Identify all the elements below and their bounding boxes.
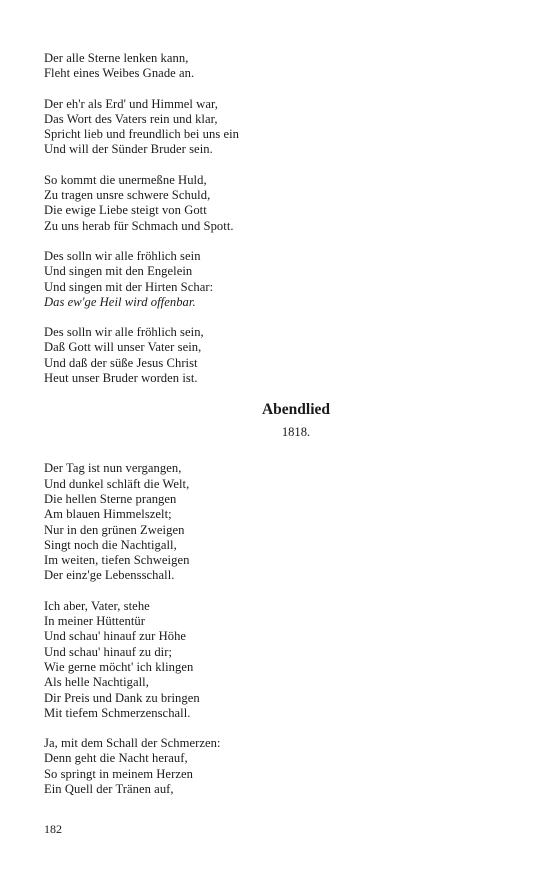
poem-title: Abendlied <box>261 401 331 419</box>
stanza <box>44 249 504 310</box>
verse-line: Die hellen Sterne prangen <box>44 491 177 506</box>
poem-abendlied <box>44 461 504 797</box>
stanza <box>44 325 504 386</box>
verse-line: Wie gerne möcht' ich klingen <box>44 659 194 674</box>
verse-line: Zu tragen unsre schwere Schuld, <box>44 188 211 203</box>
verse-line: Fleht eines Weibes Gnade an. <box>44 66 195 81</box>
verse-line: Dir Preis und Dank zu bringen <box>44 690 200 705</box>
verse-line: Denn geht die Nacht herauf, <box>44 751 188 766</box>
verse-line: Und schau' hinauf zur Höhe <box>44 629 187 644</box>
verse-line: In meiner Hüttentür <box>44 614 145 629</box>
verse-line: Im weiten, tiefen Schweigen <box>44 553 190 568</box>
stanza <box>44 736 504 797</box>
page-number: 182 <box>44 822 62 836</box>
verse-line: Singt noch die Nachtigall, <box>44 537 177 552</box>
stanza <box>44 51 504 82</box>
stanza <box>44 461 504 583</box>
verse-line: Ich aber, Vater, stehe <box>44 598 150 613</box>
verse-line: Und daß der süße Jesus Christ <box>44 355 198 370</box>
verse-line: Die ewige Liebe steigt von Gott <box>44 203 207 218</box>
verse-line: Als helle Nachtigall, <box>44 675 149 690</box>
verse-line: Und singen mit den Engelein <box>44 264 193 279</box>
poem-date: 1818. <box>281 425 311 440</box>
verse-line: Der alle Sterne lenken kann, <box>44 51 189 65</box>
verse-line: Nur in den grünen Zweigen <box>44 522 185 537</box>
verse-line: Der Tag ist nun vergangen, <box>44 461 182 476</box>
verse-line: Des solln wir alle fröhlich sein <box>44 248 201 263</box>
verse-line: Daß Gott will unser Vater sein, <box>44 340 202 355</box>
verse-line: Und will der Sünder Bruder sein. <box>44 142 213 157</box>
stanza <box>44 599 504 721</box>
verse-line: Der eh'r als Erd' und Himmel war, <box>44 96 218 111</box>
verse-line: So kommt die unermeßne Huld, <box>44 172 207 187</box>
verse-line: Am blauen Himmelszelt; <box>44 507 172 522</box>
verse-line: Ja, mit dem Schall der Schmerzen: <box>44 736 221 751</box>
verse-line: Und schau' hinauf zu dir; <box>44 644 173 659</box>
verse-line: Heut unser Bruder worden ist. <box>44 371 198 386</box>
page-content <box>44 51 504 812</box>
stanza <box>44 173 504 234</box>
verse-line-italic: Das ew'ge Heil wird offenbar. <box>44 294 196 309</box>
verse-line: Zu uns herab für Schmach und Spott. <box>44 218 234 233</box>
verse-line: Ein Quell der Tränen auf, <box>44 781 174 796</box>
verse-line: Mit tiefem Schmerzenschall. <box>44 705 191 720</box>
verse-line: Das Wort des Vaters rein und klar, <box>44 111 218 126</box>
verse-line: Der einz'ge Lebensschall. <box>44 568 175 583</box>
verse-line: Und dunkel schläft die Welt, <box>44 476 190 491</box>
verse-line: Des solln wir alle fröhlich sein, <box>44 325 204 340</box>
verse-line: Und singen mit der Hirten Schar: <box>44 279 214 294</box>
verse-line: Spricht lieb und freundlich bei uns ein <box>44 127 240 142</box>
stanza <box>44 97 504 158</box>
poem-continued <box>44 51 504 386</box>
verse-line: So springt in meinem Herzen <box>44 766 193 781</box>
